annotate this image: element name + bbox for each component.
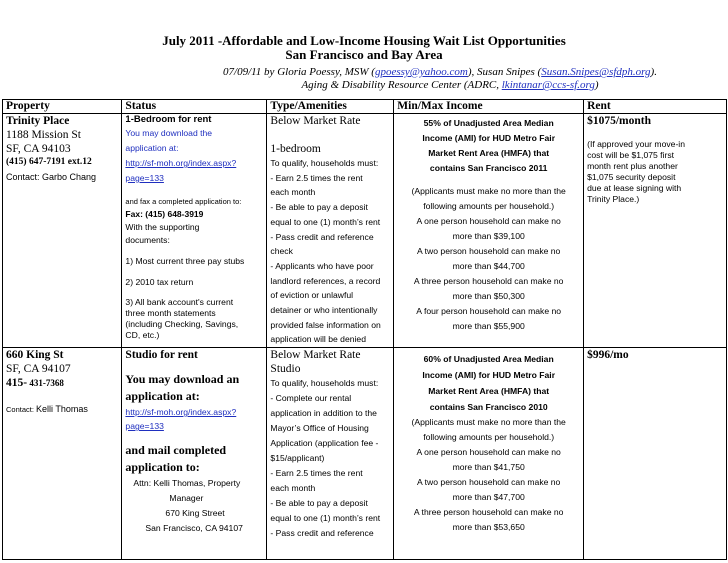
qualify-text-5: Application (application fee - — [270, 438, 379, 449]
cell-rent — [584, 348, 727, 560]
qualify-text-8: - Applicants who have poor — [270, 260, 374, 271]
property-contact: Contact: Garbo Chang — [6, 172, 97, 182]
doc-item-2: 2) 2010 tax return — [125, 277, 194, 287]
qualify-text-4: Mayor’s Office of Housing — [270, 423, 369, 434]
type-unit: 1-bedroom — [270, 143, 321, 155]
rent-note-2: cost will be $1,075 first — [587, 150, 675, 160]
phone-number: 431-7368 — [27, 378, 64, 389]
limit-3a: A three person household can make no — [413, 276, 564, 286]
cell-income — [394, 114, 584, 348]
table-header-row — [3, 100, 727, 114]
org-line — [200, 79, 700, 92]
qualify-text-12: provided false information on — [270, 319, 381, 330]
rent-note-5: due at lease signing with — [587, 183, 682, 193]
table-row — [3, 348, 727, 560]
phone-area: 415- — [6, 377, 28, 390]
table-row — [3, 114, 727, 348]
mail-attn-2: Manager — [169, 493, 204, 504]
status-unit: 1-Bedroom for rent — [125, 114, 212, 125]
property-phone — [6, 376, 118, 390]
download-text-2: application at: — [125, 143, 179, 153]
contact-label: Contact: — [6, 405, 37, 415]
qualify-text-11: detainer or who intentionally — [270, 305, 378, 316]
qualify-text-7: - Earn 2.5 times the rent — [270, 468, 363, 479]
docs-text-1: With the supporting — [125, 222, 200, 232]
status-unit: Studio for rent — [125, 349, 198, 362]
qualify-text-6: $15/applicant) — [270, 453, 325, 464]
qualify-text-7: check — [270, 246, 293, 257]
qualify-text-11: - Pass credit and reference — [270, 528, 374, 539]
qualify-text-13: application will be denied — [270, 334, 366, 345]
cell-property — [3, 348, 122, 560]
type-kind-2: Studio — [270, 363, 301, 376]
cell-income — [394, 348, 584, 560]
qualify-text-2: - Complete our rental — [270, 393, 352, 404]
cell-type — [267, 348, 394, 560]
income-note-1: (Applicants must make no more than the — [411, 417, 566, 428]
qualify-text-8: each month — [270, 483, 316, 494]
qualify-text-3: each month — [270, 187, 316, 198]
doc-item-3a: 3) All bank account's current — [125, 297, 234, 307]
ami-text-2: Income (AMI) for HUD Metro Fair — [422, 370, 556, 381]
qualify-text-9: landlord references, a record — [270, 275, 381, 286]
fax-note: and fax a completed application to: — [125, 197, 242, 206]
qualify-text-4: - Be able to pay a deposit — [270, 202, 368, 213]
col-header-status: Status — [122, 100, 267, 114]
property-phone: (415) 647-7191 ext.12 — [6, 157, 92, 167]
cell-status — [122, 114, 267, 348]
doc-item-3b: three month statements — [125, 308, 216, 318]
income-note-2: following amounts per household.) — [423, 432, 555, 443]
housing-table — [2, 99, 727, 560]
docs-text-2: documents: — [125, 235, 170, 245]
income-note-2: following amounts per household.) — [423, 201, 555, 211]
mail-text-2: application to: — [125, 460, 200, 475]
ami-text-4: contains San Francisco 2010 — [429, 402, 548, 413]
qualify-text-9: - Be able to pay a deposit — [270, 498, 368, 509]
qualify-text-5: equal to one (1) month’s rent — [270, 216, 381, 227]
type-kind: Below Market Rate — [270, 349, 361, 362]
byline-prefix: 07/09/11 by Gloria Poessy, MSW ( — [223, 66, 375, 78]
page-title: July 2011 -Affordable and Low-Income Housing Wait List Opportunities — [162, 33, 566, 48]
col-header-property: Property — [3, 100, 122, 114]
limit-1b: more than $41,750 — [452, 462, 525, 473]
col-header-rent: Rent — [584, 100, 727, 114]
fax-number: Fax: (415) 648-3919 — [125, 209, 204, 219]
rent-note-6: Trinity Place.) — [587, 194, 640, 204]
rent-note-3: month rent plus another — [587, 161, 678, 171]
email-link-kintanar[interactable]: lkintanar@ccs-sf.org — [501, 79, 595, 91]
cell-property — [3, 114, 122, 348]
mail-attn: Attn: Kelli Thomas, Property — [133, 478, 241, 489]
mail-text-1: and mail completed — [125, 443, 227, 458]
doc-item-1: 1) Most current three pay stubs — [125, 256, 245, 266]
ami-text-3: Market Rent Area (HMFA) that — [428, 148, 550, 158]
rent-note-4: $1,075 security deposit — [587, 172, 676, 182]
qualify-text-1: To qualify, households must: — [270, 158, 379, 168]
col-header-type: Type/Amenities — [267, 100, 394, 114]
byline-mid: ), Susan Snipes ( — [467, 66, 542, 78]
type-kind: Below Market Rate — [270, 115, 361, 127]
mail-city: San Francisco, CA 94107 — [145, 523, 243, 534]
org-prefix: Aging & Disability Resource Center (ADRC, — [301, 79, 502, 91]
contact-name: Kelli Thomas — [36, 404, 88, 415]
limit-3a: A three person household can make no — [413, 507, 564, 518]
limit-2b: more than $44,700 — [452, 261, 525, 271]
download-text-2: application at: — [125, 389, 200, 404]
limit-1b: more than $39,100 — [452, 231, 525, 241]
limit-3b: more than $50,300 — [452, 291, 525, 301]
page-subtitle: San Francisco and Bay Area — [285, 47, 443, 62]
doc-item-3c: (including Checking, Savings, — [125, 319, 239, 329]
limit-4b: more than $55,900 — [452, 321, 525, 331]
download-text-1: You may download an — [125, 372, 240, 387]
col-header-income: Min/Max Income — [394, 100, 584, 114]
property-address: 1188 Mission St — [6, 129, 81, 141]
cell-type — [267, 114, 394, 348]
income-note-1: (Applicants must make no more than the — [411, 186, 566, 196]
property-name: Trinity Place — [6, 115, 70, 127]
rent-amount: $1075/month — [587, 115, 651, 127]
rent-note-1: (If approved your move-in — [587, 139, 685, 149]
limit-3b: more than $53,650 — [452, 522, 525, 533]
rent-amount: $996/mo — [587, 349, 629, 362]
ami-text-1: 60% of Unadjusted Area Median — [423, 354, 554, 365]
qualify-text-1: To qualify, households must: — [270, 378, 379, 389]
application-url-link[interactable]: http://sf-moh.org/index.aspx? — [125, 407, 237, 418]
property-name: 660 King St — [6, 349, 64, 362]
limit-4a: A four person household can make no — [416, 306, 562, 316]
limit-1a: A one person household can make no — [416, 216, 561, 226]
org-suffix: ) — [594, 79, 599, 91]
qualify-text-2: - Earn 2.5 times the rent — [270, 172, 363, 183]
application-url-link-cont[interactable]: page=133 — [125, 421, 164, 432]
limit-2b: more than $47,700 — [452, 492, 525, 503]
mail-street: 670 King Street — [165, 508, 225, 519]
qualify-text-6: - Pass credit and reference — [270, 231, 374, 242]
email-link-gpoessy[interactable]: gpoessy@yahoo.com — [374, 66, 468, 78]
cell-rent — [584, 114, 727, 348]
download-text-1: You may download the — [125, 128, 213, 138]
property-city: SF, CA 94107 — [6, 363, 71, 376]
application-url-link[interactable]: http://sf-moh.org/index.aspx? — [125, 158, 237, 168]
qualify-text-3: application in addition to the — [270, 408, 377, 419]
qualify-text-10: equal to one (1) month’s rent — [270, 513, 381, 524]
byline — [160, 66, 720, 79]
ami-text-1: 55% of Unadjusted Area Median — [423, 118, 554, 128]
limit-2a: A two person household can make no — [417, 477, 561, 488]
property-city: SF, CA 94103 — [6, 143, 71, 155]
qualify-text-10: of eviction or unlawful — [270, 290, 354, 301]
cell-status — [122, 348, 267, 560]
ami-text-2: Income (AMI) for HUD Metro Fair — [422, 133, 556, 143]
email-link-snipes[interactable]: Susan.Snipes@sfdph.org — [541, 66, 651, 78]
limit-2a: A two person household can make no — [417, 246, 561, 256]
byline-suffix: ). — [650, 66, 657, 78]
property-contact — [6, 404, 118, 415]
ami-text-3: Market Rent Area (HMFA) that — [428, 386, 550, 397]
application-url-link-cont[interactable]: page=133 — [125, 173, 164, 183]
limit-1a: A one person household can make no — [416, 447, 561, 458]
ami-text-4: contains San Francisco 2011 — [429, 163, 548, 173]
doc-item-3d: CD, etc.) — [125, 330, 160, 340]
